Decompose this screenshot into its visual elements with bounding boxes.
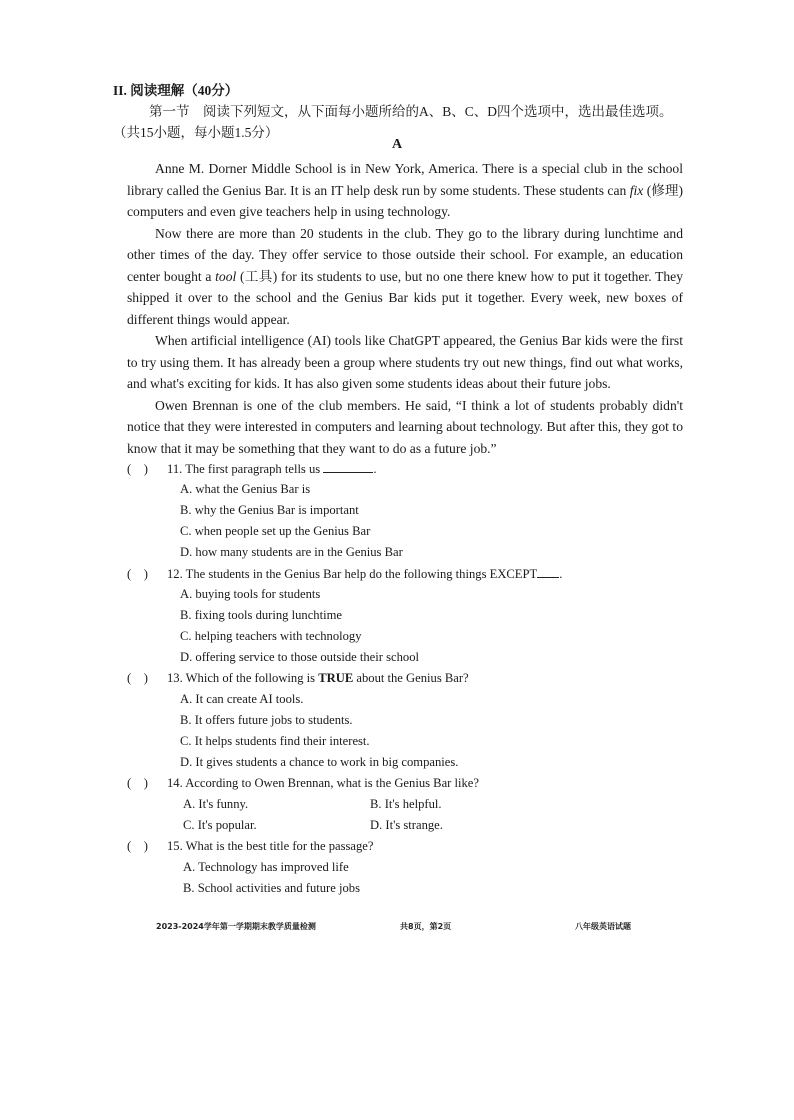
option-11d: D. how many students are in the Genius Bar [180, 545, 403, 559]
footer-page-number: 共8页，第2页 [400, 922, 452, 931]
option-15b: B. School activities and future jobs [183, 881, 360, 895]
option-14b: B. It's helpful. [370, 797, 442, 811]
question-stem: 12. The students in the Genius Bar help do the following things EXCEPT [167, 567, 538, 581]
passage-letter: A [391, 137, 403, 152]
option-14c: C. It's popular. [183, 818, 257, 832]
options-14-row-2 [127, 815, 687, 836]
option-12c: C. helping teachers with technology [180, 629, 362, 643]
question-list [127, 458, 687, 899]
question-15 [127, 836, 687, 857]
p2-keyword-tool: tool [215, 268, 237, 284]
question-stem: 13. Which of the following is [167, 671, 319, 685]
question-stem-end: about the Genius Bar? [353, 671, 469, 685]
option-11c: C. when people set up the Genius Bar [180, 524, 371, 538]
p1-text-b: (修理) computers and even give teachers help in using technology. [127, 182, 684, 219]
answer-bracket[interactable]: ( ) [127, 462, 148, 476]
passage-text [127, 158, 683, 459]
question-12 [127, 563, 687, 584]
option-12b: B. fixing tools during lunchtime [180, 608, 342, 622]
option-13a: A. It can create AI tools. [180, 692, 304, 706]
option-11b: B. why the Genius Bar is important [180, 503, 359, 517]
answer-bracket[interactable]: ( ) [127, 776, 148, 790]
question-11 [127, 458, 687, 479]
question-stem: 11. The first paragraph tells us [167, 462, 321, 476]
question-stem: 14. According to Owen Brennan, what is the Genius Bar like? [167, 776, 479, 790]
stem-end: . [373, 462, 377, 476]
answer-blank [537, 563, 559, 578]
footer-exam-name: 2023-2024学年第一学期期末教学质量检测 [156, 922, 316, 931]
question-stem: 15. What is the best title for the passage? [167, 839, 374, 853]
option-12a: A. buying tools for students [180, 587, 321, 601]
option-12d: D. offering service to those outside their school [180, 650, 419, 664]
section-title: II. 阅读理解（40分） [113, 83, 239, 98]
p2-text-b: (工具) for its students to use, but no one there knew how to put it together. They shipped it over to the school and the Genius Bar kids put it together. Every week, new boxes of different things would appear. [127, 268, 684, 327]
option-13d: D. It gives students a chance to work in big companies. [180, 755, 459, 769]
passage-paragraph-3: When artificial intelligence (AI) tools like ChatGPT appeared, the Genius Bar kids were the first to try using them. It has already been a group where students try out new things, find out what works, and what's exciting for kids. It has also given some students ideas about their future jobs. [127, 333, 683, 391]
option-15a: A. Technology has improved life [183, 860, 349, 874]
answer-bracket[interactable]: ( ) [127, 671, 148, 685]
option-13b: B. It offers future jobs to students. [180, 713, 353, 727]
option-13c: C. It helps students find their interest. [180, 734, 370, 748]
stem-emphasis: TRUE [318, 671, 354, 685]
p1-text-a: Anne M. Dorner Middle School is in New York, America. There is a special club in the school library called the Genius Bar. It is an IT help desk run by some students. These students can [127, 161, 683, 198]
p1-keyword-fix: fix [629, 182, 644, 198]
footer-subject: 八年级英语试题 [575, 922, 631, 931]
instruction-line-1: 第一节 阅读下列短文，从下面每小题所给的A、B、C、D四个选项中，选出最佳选项。 [149, 104, 673, 119]
answer-blank [323, 458, 373, 473]
passage-paragraph-1 [127, 158, 683, 223]
option-14a: A. It's funny. [183, 797, 249, 811]
p2-text-a: Now there are more than 20 students in the club. They go to the library during lunchtime and other times of the day. They offer service to those outside their school. For example, an education center bought a [127, 225, 683, 284]
stem-end: . [559, 567, 563, 581]
instruction-line-2: （共15小题，每小题1.5分） [113, 125, 279, 140]
option-11a: A. what the Genius Bar is [180, 482, 311, 496]
question-14 [127, 773, 687, 794]
passage-paragraph-4: Owen Brennan is one of the club members. He said, “I think a lot of students probably didn't notice that they were interested in computers and learning about technology. But after this, they got to know that it may be something that they want to do as a future job.” [127, 397, 683, 456]
answer-bracket[interactable]: ( ) [127, 567, 148, 581]
passage-paragraph-2 [127, 223, 683, 331]
option-14d: D. It's strange. [370, 818, 443, 832]
answer-bracket[interactable]: ( ) [127, 839, 148, 853]
question-13 [127, 668, 687, 689]
options-14-row-1 [127, 794, 687, 815]
